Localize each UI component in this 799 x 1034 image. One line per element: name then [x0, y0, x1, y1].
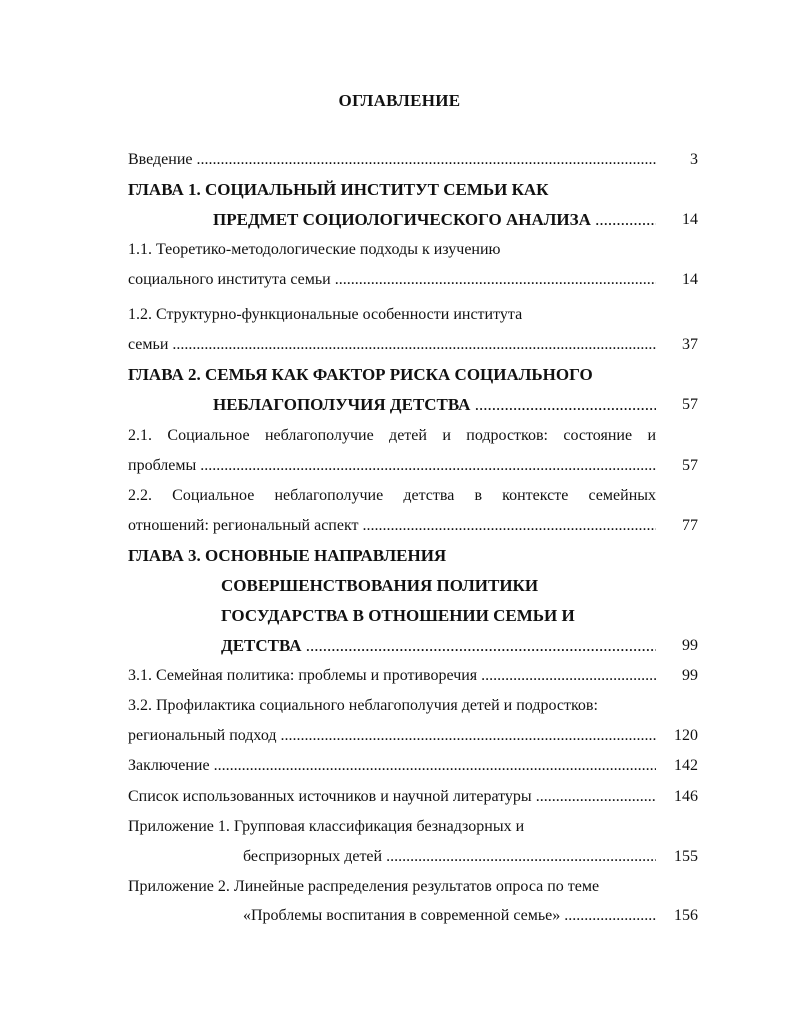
toc-section-3-2: 3.2. Профилактика социального неблагополучия детей и подростков:	[128, 697, 598, 714]
toc-page-number: 57	[682, 396, 698, 413]
toc-chapter-2-heading: ГЛАВА 2. СЕМЬЯ КАК ФАКТОР РИСКА СОЦИАЛЬНОГО	[128, 365, 593, 384]
toc-section-1-1: 1.1. Теоретико-методологические подходы к изучению	[128, 241, 501, 258]
toc-section-2-1: 2.1. Социальное неблагополучие детей и подростков: состояние и	[128, 427, 656, 444]
toc-page-number: 14	[682, 271, 698, 288]
toc-page-number: 3	[690, 151, 698, 168]
toc-entry-introduction: Введение .....	[128, 150, 656, 170]
toc-page-number: 14	[682, 211, 698, 228]
toc-section-1-1-cont: социального института семьи .....	[128, 270, 656, 290]
toc-page-number: 155	[674, 848, 698, 865]
toc-page-number: 99	[682, 637, 698, 654]
toc-section-3-1: 3.1. Семейная политика: проблемы и противоречия .....	[128, 666, 656, 686]
toc-section-2-1-cont: проблемы .....	[128, 456, 656, 476]
toc-chapter-3-heading: ГЛАВА 3. ОСНОВНЫЕ НАПРАВЛЕНИЯ	[128, 546, 447, 565]
toc-appendix-1: Приложение 1. Групповая классификация безнадзорных и	[128, 818, 525, 835]
toc-chapter-3-heading-cont: ГОСУДАРСТВА В ОТНОШЕНИИ СЕМЬИ И	[221, 606, 575, 625]
toc-section-1-2-cont: семьи .....	[128, 335, 656, 355]
toc-section-2-2: 2.2. Социальное неблагополучие детства в контексте семейных	[128, 487, 656, 504]
toc-chapter-1-heading: ГЛАВА 1. СОЦИАЛЬНЫЙ ИНСТИТУТ СЕМЬИ КАК	[128, 180, 549, 199]
toc-appendix-1-cont: беспризорных детей .....	[243, 847, 656, 867]
toc-chapter-3-heading-cont: ДЕТСТВА .....	[221, 636, 656, 656]
toc-page-number: 57	[682, 457, 698, 474]
toc-section-3-2-cont: региональный подход .....	[128, 726, 656, 746]
toc-page-number: 77	[682, 517, 698, 534]
toc-section-2-2-cont: отношений: региональный аспект .....	[128, 516, 656, 536]
toc-page-number: 156	[674, 907, 698, 924]
toc-page-number: 120	[674, 727, 698, 744]
toc-appendix-2-cont: «Проблемы воспитания в современной семье» .....	[243, 906, 656, 926]
toc-chapter-2-heading-cont: НЕБЛАГОПОЛУЧИЯ ДЕТСТВА .....	[213, 395, 656, 415]
toc-page-number: 99	[682, 667, 698, 684]
toc-bibliography: Список использованных источников и научной литературы .....	[128, 787, 656, 807]
toc-conclusion: Заключение .....	[128, 756, 656, 776]
toc-section-1-2: 1.2. Структурно-функциональные особенности института	[128, 306, 523, 323]
toc-title: ОГЛАВЛЕНИЕ	[338, 91, 461, 110]
toc-page-number: 142	[674, 757, 698, 774]
toc-chapter-1-heading-cont: ПРЕДМЕТ СОЦИОЛОГИЧЕСКОГО АНАЛИЗА .....	[213, 210, 656, 230]
toc-appendix-2: Приложение 2. Линейные распределения результатов опроса по теме	[128, 878, 600, 895]
toc-page-number: 37	[682, 336, 698, 353]
toc-chapter-3-heading-cont: СОВЕРШЕНСТВОВАНИЯ ПОЛИТИКИ	[221, 576, 539, 595]
toc-page-number: 146	[674, 788, 698, 805]
